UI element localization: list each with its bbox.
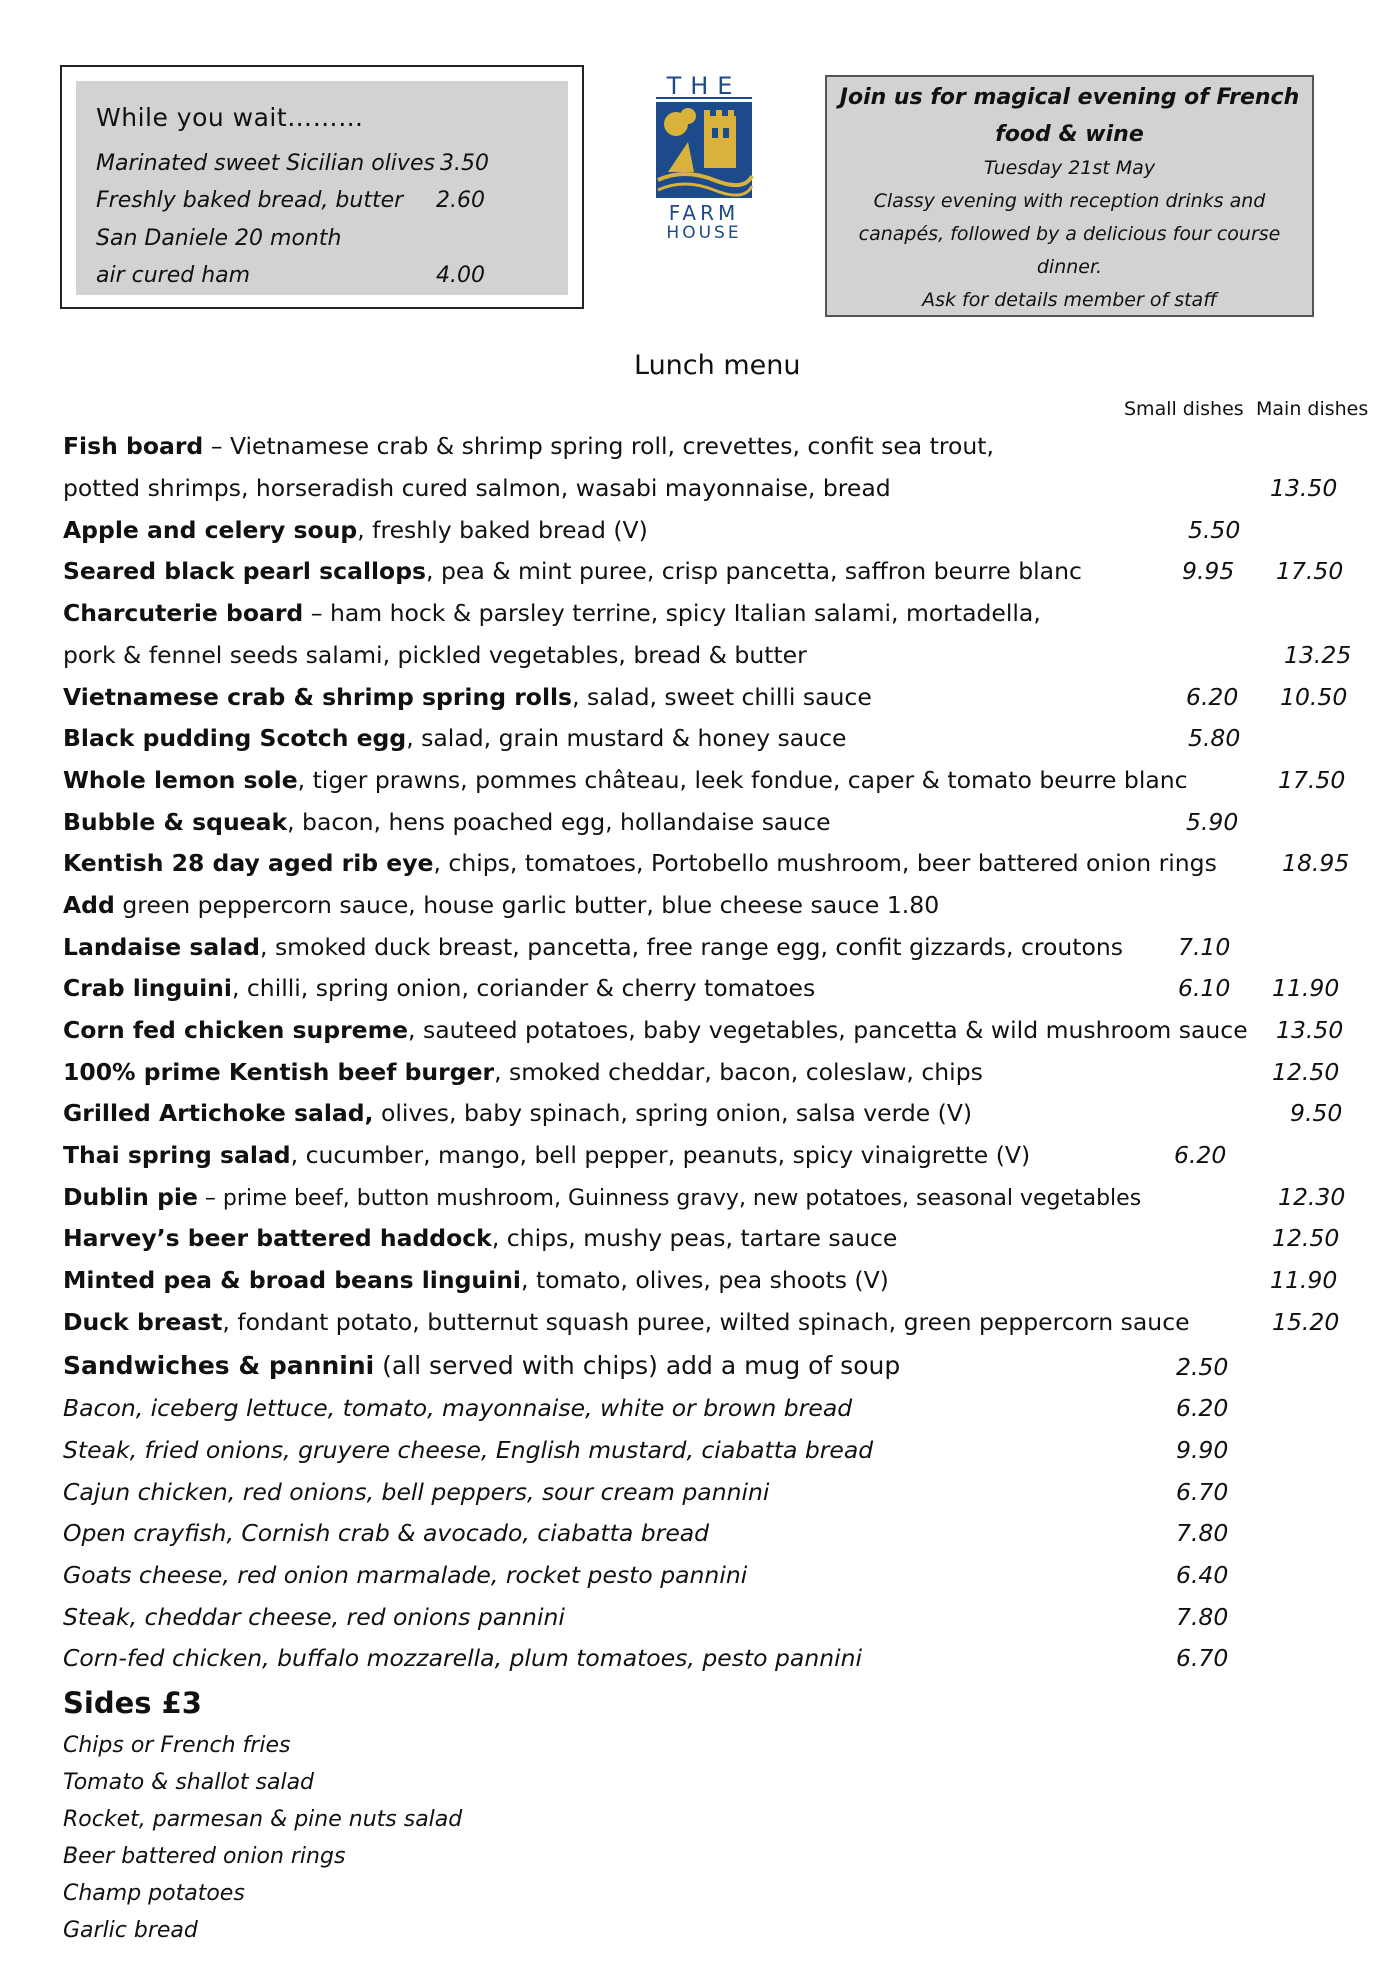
side-item: Tomato & shallot salad bbox=[63, 1770, 315, 1795]
sandwich-item: Open crayfish, Cornish crab & avocado, ciabatta bread bbox=[63, 1519, 710, 1547]
dish-line bbox=[63, 724, 846, 752]
logo-text-farm: FARM bbox=[668, 201, 740, 225]
dish-line bbox=[63, 933, 1123, 961]
dish-description: , tomato, olives, pea shoots (V) bbox=[521, 1266, 889, 1294]
dish-line bbox=[63, 683, 872, 711]
while-you-wait-box bbox=[60, 65, 584, 309]
main-price: 11.90 bbox=[1272, 974, 1340, 1002]
dish-description: , salad, grain mustard & honey sauce bbox=[406, 724, 847, 752]
small-price: 6.20 bbox=[1174, 1141, 1227, 1169]
side-item: Garlic bread bbox=[63, 1918, 198, 1943]
sandwich-item: Corn-fed chicken, buffalo mozzarella, plum tomatoes, pesto pannini bbox=[63, 1644, 863, 1672]
main-price: 10.50 bbox=[1280, 683, 1348, 711]
wait-item-price: 4.00 bbox=[436, 263, 485, 288]
dish-line bbox=[63, 516, 648, 544]
event-text: canapés, followed by a delicious four course bbox=[858, 223, 1281, 245]
dish-line bbox=[63, 432, 994, 460]
main-price: 13.25 bbox=[1284, 641, 1352, 669]
dish-description: , freshly baked bread (V) bbox=[357, 516, 648, 544]
soup-addon-price: 2.50 bbox=[1176, 1353, 1229, 1381]
while-you-wait-panel bbox=[76, 81, 568, 295]
dish-name: Duck breast bbox=[63, 1308, 223, 1336]
dish-line bbox=[63, 1266, 889, 1294]
sandwich-heading-desc: (all served with chips) add a mug of soup bbox=[374, 1351, 901, 1380]
side-item: Beer battered onion rings bbox=[63, 1844, 346, 1869]
dish-name: Vietnamese crab & shrimp spring rolls bbox=[63, 683, 573, 711]
dish-description: , smoked duck breast, pancetta, free range egg, confit gizzards, croutons bbox=[260, 933, 1124, 961]
farm-house-logo bbox=[654, 72, 754, 240]
event-box bbox=[825, 75, 1314, 317]
dish-description: , chips, mushy peas, tartare sauce bbox=[491, 1224, 898, 1252]
dish-line bbox=[63, 974, 815, 1002]
wait-item-name: Freshly baked bread, butter bbox=[96, 188, 404, 213]
sandwich-item: Steak, fried onions, gruyere cheese, English mustard, ciabatta bread bbox=[63, 1436, 874, 1464]
sandwich-price: 6.20 bbox=[1176, 1394, 1229, 1422]
small-price: 9.95 bbox=[1182, 557, 1235, 585]
dish-line bbox=[63, 1308, 1190, 1336]
sandwich-item: Steak, cheddar cheese, red onions pannini bbox=[63, 1603, 565, 1631]
column-header-small: Small dishes bbox=[1124, 398, 1244, 420]
main-price: 18.95 bbox=[1282, 849, 1350, 877]
dish-description: pork & fennel seeds salami, pickled vegetables, bread & butter bbox=[63, 641, 807, 669]
side-item: Champ potatoes bbox=[63, 1881, 245, 1906]
sides-title: Sides £3 bbox=[63, 1686, 202, 1720]
wait-item-name: San Daniele 20 month bbox=[96, 226, 342, 251]
dish-description: , smoked cheddar, bacon, coleslaw, chips bbox=[494, 1058, 983, 1086]
dish-name: Whole lemon sole bbox=[63, 766, 298, 794]
dish-name: Seared black pearl scallops bbox=[63, 557, 427, 585]
dish-line bbox=[63, 557, 1082, 585]
dish-name: 100% prime Kentish beef burger bbox=[63, 1058, 495, 1086]
dish-description: – Vietnamese crab & shrimp spring roll, crevettes, confit sea trout, bbox=[203, 432, 994, 460]
wait-item-price: 2.60 bbox=[436, 188, 485, 213]
event-text: Ask for details member of staff bbox=[922, 289, 1217, 311]
farm-house-logo-graphic bbox=[654, 72, 754, 240]
logo-text-top: THE bbox=[666, 72, 742, 100]
main-price: 12.50 bbox=[1272, 1058, 1340, 1086]
dish-name: Corn fed chicken supreme bbox=[63, 1016, 409, 1044]
dish-description: – ham hock & parsley terrine, spicy Italian salami, mortadella, bbox=[303, 599, 1041, 627]
sandwich-item: Bacon, iceberg lettuce, tomato, mayonnaise, white or brown bread bbox=[63, 1394, 853, 1422]
event-text: dinner. bbox=[1036, 256, 1103, 278]
sandwich-price: 6.70 bbox=[1176, 1644, 1229, 1672]
dish-description: potted shrimps, horseradish cured salmon, wasabi mayonnaise, bread bbox=[63, 474, 891, 502]
dish-name: Add bbox=[63, 891, 115, 919]
dish-description: , bacon, hens poached egg, hollandaise sauce bbox=[287, 808, 831, 836]
main-price: 17.50 bbox=[1276, 557, 1344, 585]
dish-description: , cucumber, mango, bell pepper, peanuts, spicy vinaigrette (V) bbox=[290, 1141, 1031, 1169]
dish-line bbox=[63, 1058, 983, 1086]
dish-description: olives, baby spinach, spring onion, salsa verde (V) bbox=[373, 1099, 973, 1127]
main-price: 12.30 bbox=[1278, 1183, 1346, 1211]
dish-name: Kentish 28 day aged rib eye bbox=[63, 849, 434, 877]
logo-text-house: HOUSE bbox=[666, 223, 742, 240]
dish-description: , pea & mint puree, crisp pancetta, saffron beurre blanc bbox=[426, 557, 1082, 585]
dish-name: Harvey’s beer battered haddock bbox=[63, 1224, 492, 1252]
wait-item-name: Marinated sweet Sicilian olives bbox=[96, 151, 435, 176]
small-price: 6.20 bbox=[1186, 683, 1239, 711]
sandwich-heading-name: Sandwiches & pannini bbox=[63, 1351, 375, 1380]
main-price: 13.50 bbox=[1276, 1016, 1344, 1044]
column-header-main: Main dishes bbox=[1256, 398, 1369, 420]
dish-name: Landaise salad bbox=[63, 933, 260, 961]
dish-line bbox=[63, 1141, 1030, 1169]
while-you-wait-title: While you wait……… bbox=[96, 103, 364, 132]
dish-name: Apple and celery soup bbox=[63, 516, 358, 544]
dish-description: , tiger prawns, pommes château, leek fondue, caper & tomato beurre blanc bbox=[297, 766, 1188, 794]
sandwich-price: 6.70 bbox=[1176, 1478, 1229, 1506]
main-price: 12.50 bbox=[1272, 1224, 1340, 1252]
event-date: Tuesday 21st May bbox=[983, 157, 1156, 179]
small-price: 6.10 bbox=[1178, 974, 1231, 1002]
dish-line bbox=[63, 474, 891, 502]
dish-name: Minted pea & broad beans linguini bbox=[63, 1266, 521, 1294]
small-price: 5.90 bbox=[1186, 808, 1239, 836]
side-item: Chips or French fries bbox=[63, 1733, 291, 1758]
sandwich-price: 7.80 bbox=[1176, 1519, 1229, 1547]
dish-description: , chips, tomatoes, Portobello mushroom, beer battered onion rings bbox=[433, 849, 1217, 877]
dish-name: Black pudding Scotch egg bbox=[63, 724, 407, 752]
small-price: 7.10 bbox=[1178, 933, 1231, 961]
dish-line bbox=[63, 1016, 1248, 1044]
dish-description: green peppercorn sauce, house garlic butter, blue cheese sauce 1.80 bbox=[114, 891, 940, 919]
event-text: Classy evening with reception drinks and bbox=[873, 190, 1266, 212]
dish-description: , chilli, spring onion, coriander & cherry tomatoes bbox=[231, 974, 816, 1002]
menu-title: Lunch menu bbox=[634, 350, 801, 381]
sandwich-price: 7.80 bbox=[1176, 1603, 1229, 1631]
dish-name: Crab linguini bbox=[63, 974, 232, 1002]
wait-item-price: 3.50 bbox=[440, 151, 489, 176]
main-price: 11.90 bbox=[1270, 1266, 1338, 1294]
dish-name: Grilled Artichoke salad, bbox=[63, 1099, 374, 1127]
side-item: Rocket, parmesan & pine nuts salad bbox=[63, 1807, 463, 1832]
dish-line bbox=[63, 641, 807, 669]
dish-name: Charcuterie board bbox=[63, 599, 304, 627]
sandwich-heading bbox=[63, 1351, 900, 1380]
main-price: 9.50 bbox=[1290, 1099, 1343, 1127]
dish-line bbox=[63, 766, 1188, 794]
dish-line bbox=[63, 1183, 1141, 1211]
event-heading: food & wine bbox=[995, 122, 1144, 147]
dish-description: , sauteed potatoes, baby vegetables, pancetta & wild mushroom sauce bbox=[408, 1016, 1248, 1044]
main-price: 13.50 bbox=[1270, 474, 1338, 502]
small-price: 5.50 bbox=[1188, 516, 1241, 544]
dish-line bbox=[63, 808, 831, 836]
sandwich-price: 6.40 bbox=[1176, 1561, 1229, 1589]
dish-description: – prime beef, button mushroom, Guinness gravy, new potatoes, seasonal vegetables bbox=[197, 1186, 1142, 1211]
dish-line bbox=[63, 599, 1041, 627]
dish-line bbox=[63, 891, 939, 919]
dish-line bbox=[63, 1224, 897, 1252]
dish-name: Dublin pie bbox=[63, 1183, 198, 1211]
dish-name: Thai spring salad bbox=[63, 1141, 291, 1169]
dish-line bbox=[63, 849, 1217, 877]
sandwich-price: 9.90 bbox=[1176, 1436, 1229, 1464]
main-price: 15.20 bbox=[1272, 1308, 1340, 1336]
dish-description: , salad, sweet chilli sauce bbox=[572, 683, 872, 711]
sandwich-item: Cajun chicken, red onions, bell peppers, sour cream pannini bbox=[63, 1478, 770, 1506]
small-price: 5.80 bbox=[1188, 724, 1241, 752]
dish-name: Fish board bbox=[63, 432, 204, 460]
main-price: 17.50 bbox=[1278, 766, 1346, 794]
dish-line bbox=[63, 1099, 972, 1127]
dish-name: Bubble & squeak bbox=[63, 808, 288, 836]
event-heading: Join us for magical evening of French bbox=[839, 85, 1300, 110]
sandwich-item: Goats cheese, red onion marmalade, rocket pesto pannini bbox=[63, 1561, 748, 1589]
wait-item-name: air cured ham bbox=[96, 263, 251, 288]
dish-description: , fondant potato, butternut squash puree, wilted spinach, green peppercorn sauce bbox=[222, 1308, 1190, 1336]
